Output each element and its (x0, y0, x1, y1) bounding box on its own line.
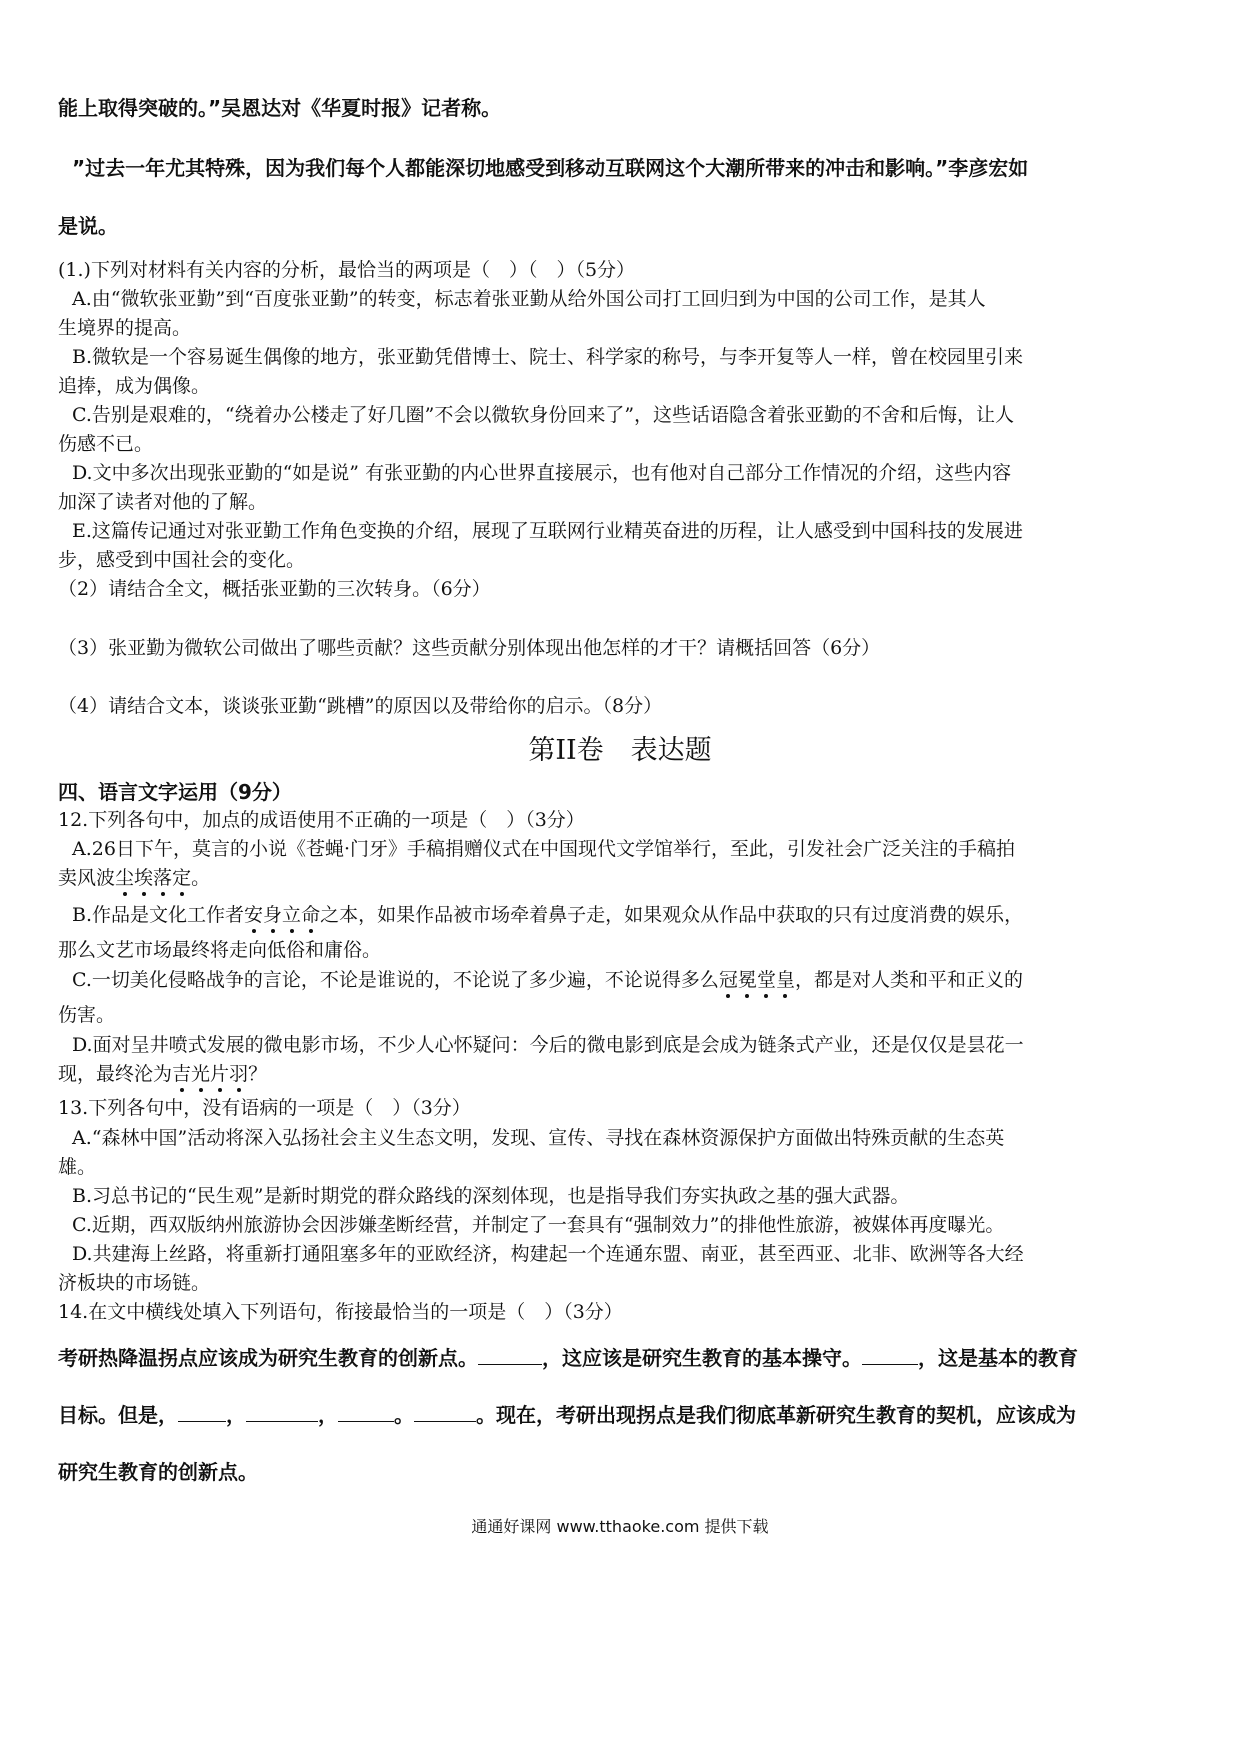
question-14-stem: 14.在文中横线处填入下列语句，衔接最恰当的一项是（ ）（3分） (58, 1301, 623, 1323)
option-c: C.告别是艰难的，“绕着办公楼走了好几圈”不会以微软身份回来了”，这些话语隐含着张亚勤的不舍和后悔，让人 (72, 404, 1015, 426)
q12-c-text-end: ，都是对人类和平和正义的 (794, 969, 1023, 991)
q14-punct: 。 (394, 1403, 414, 1427)
emphasis-dot-char: 堂 (756, 969, 776, 991)
emphasis-dot-char: 定 (172, 867, 192, 889)
q12-a-text-end: 。 (191, 867, 211, 889)
question-1-stem: (1.)下列对材料有关内容的分析，最恰当的两项是（ ）（ ）（5分） (58, 259, 636, 281)
q14-text: ，这是基本的教育 (918, 1346, 1078, 1370)
q14-passage-line-3: 研究生教育的创新点。 (58, 1460, 258, 1484)
emphasis-dot-char: 皇 (775, 969, 795, 991)
q12-b-text: B.作品是文化工作者 (72, 904, 245, 926)
emphasis-dot-char: 冠 (718, 969, 738, 991)
passage-line: 能上取得突破的。”吴恩达对《华夏时报》记者称。 (58, 96, 502, 120)
q14-passage-line-2 (58, 1403, 1182, 1427)
emphasis-dot-char: 羽 (229, 1063, 249, 1085)
emphasis-dot-char: 埃 (134, 867, 154, 889)
option-d-cont: 加深了读者对他的了解。 (58, 491, 268, 513)
q12-option-a-cont (58, 866, 1182, 890)
q14-text: 。现在，考研出现拐点是我们彻底革新研究生教育的契机，应该成为 (476, 1403, 1076, 1427)
emphasis-dot-char: 落 (153, 867, 173, 889)
passage-line: ”过去一年尤其特殊，因为我们每个人都能深切地感受到移动互联网这个大潮所带来的冲击和影响。”李彦宏如 (72, 156, 1029, 180)
q12-b-text-end: 之本，如果作品被市场牵着鼻子走，如果观众从作品中获取的只有过度消费的娱乐， (320, 904, 1024, 926)
q14-text: 考研热降温拐点应该成为研究生教育的创新点。 (58, 1346, 478, 1370)
q12-option-d-cont (58, 1062, 1182, 1086)
q12-option-b-cont: 那么文艺市场最终将走向低俗和庸俗。 (58, 939, 382, 961)
emphasis-dot-char: 尘 (115, 867, 135, 889)
option-e-cont: 步，感受到中国社会的变化。 (58, 549, 306, 571)
fill-blank[interactable] (414, 1403, 476, 1422)
option-a: A.由“微软张亚勤”到“百度张亚勤”的转变，标志着张亚勤从给外国公司打工回归到为中国的公司工作，是其人 (72, 288, 986, 310)
emphasis-dot-char: 片 (210, 1063, 230, 1085)
q12-option-b (72, 903, 1196, 927)
option-e: E.这篇传记通过对张亚勤工作角色变换的介绍，展现了互联网行业精英奋进的历程，让人感受到中国科技的发展进 (72, 520, 1023, 542)
q13-option-d: D.共建海上丝路，将重新打通阻塞多年的亚欧经济，构建起一个连通东盟、南亚，甚至西亚、北非、欧洲等各大经 (72, 1243, 1024, 1265)
emphasis-dot-char: 身 (263, 904, 283, 926)
q14-passage-line-1 (58, 1346, 1182, 1370)
q12-option-c-cont: 伤害。 (58, 1004, 116, 1026)
q12-b-dotted-idiom (244, 904, 320, 926)
fill-blank[interactable] (862, 1346, 918, 1365)
q14-punct: ， (226, 1403, 246, 1427)
footer-source: 通通好课网 www.tthaoke.com 提供下载 (471, 1517, 769, 1536)
q12-d-dotted-idiom (172, 1063, 248, 1085)
question-3: （3）张亚勤为微软公司做出了哪些贡献？这些贡献分别体现出他怎样的才干？请概括回答（6分） (58, 637, 881, 659)
fill-blank[interactable] (478, 1346, 542, 1365)
option-b: B.微软是一个容易诞生偶像的地方，张亚勤凭借博士、院士、科学家的称号，与李开复等人一样，曾在校园里引来 (72, 346, 1024, 368)
q14-text: 目标。但是， (58, 1403, 178, 1427)
q14-punct: ， (318, 1403, 338, 1427)
q12-a-dotted-idiom (115, 867, 191, 889)
option-a-cont: 生境界的提高。 (58, 317, 192, 339)
q12-option-d: D.面对呈井喷式发展的微电影市场，不少人心怀疑问：今后的微电影到底是会成为链条式产业，还是仅仅是昙花一 (72, 1034, 1024, 1056)
question-4: （4）请结合文本，谈谈张亚勤“跳槽”的原因以及带给你的启示。（8分） (58, 695, 663, 717)
fill-blank[interactable] (178, 1403, 226, 1422)
q12-option-a: A.26日下午，莫言的小说《苍蝇·门牙》手稿捐赠仪式在中国现代文学馆举行，至此，引发社会广泛关注的手稿拍 (72, 838, 1015, 860)
fill-blank[interactable] (246, 1403, 318, 1422)
question-2: （2）请结合全文，概括张亚勤的三次转身。（6分） (58, 578, 491, 600)
emphasis-dot-char: 光 (191, 1063, 211, 1085)
emphasis-dot-char: 冕 (737, 969, 757, 991)
q12-option-c (72, 968, 1196, 992)
q12-c-text: C.一切美化侵略战争的言论，不论是谁说的，不论说了多少遍，不论说得多么 (72, 969, 719, 991)
emphasis-dot-char: 立 (282, 904, 302, 926)
q13-option-a: A.“森林中国”活动将深入弘扬社会主义生态文明，发现、宣传、寻找在森林资源保护方面做出特殊贡献的生态英 (72, 1127, 1005, 1149)
q13-option-d-cont: 济板块的市场链。 (58, 1272, 211, 1294)
question-13-stem: 13.下列各句中，没有语病的一项是（ ）（3分） (58, 1097, 471, 1119)
q13-option-b: B.习总书记的“民生观”是新时期党的群众路线的深刻体现，也是指导我们夯实执政之基的强大武器。 (72, 1185, 910, 1207)
option-b-cont: 追捧，成为偶像。 (58, 375, 211, 397)
q14-text: ，这应该是研究生教育的基本操守。 (542, 1346, 862, 1370)
part4-heading: 四、语言文字运用（9分） (58, 780, 292, 804)
option-c-cont: 伤感不已。 (58, 433, 154, 455)
section-title: 第II卷 表达题 (528, 735, 712, 766)
emphasis-dot-char: 命 (301, 904, 321, 926)
passage-line: 是说。 (58, 214, 118, 238)
q12-d-text-end: ？ (248, 1063, 268, 1085)
q13-option-c: C.近期，西双版纳州旅游协会因涉嫌垄断经营，并制定了一套具有“强制效力”的排他性旅游，被媒体再度曝光。 (72, 1214, 1005, 1236)
q12-a-text: 卖风波 (58, 867, 116, 889)
emphasis-dot-char: 安 (244, 904, 264, 926)
q13-option-a-cont: 雄。 (58, 1156, 97, 1178)
option-d: D.文中多次出现张亚勤的“如是说” 有张亚勤的内心世界直接展示，也有他对自己部分工作情况的介绍，这些内容 (72, 462, 1012, 484)
q12-c-dotted-idiom (719, 969, 795, 991)
q12-d-text: 现，最终沦为 (58, 1063, 173, 1085)
fill-blank[interactable] (338, 1403, 394, 1422)
emphasis-dot-char: 吉 (172, 1063, 192, 1085)
question-12-stem: 12.下列各句中，加点的成语使用不正确的一项是（ ）（3分） (58, 809, 585, 831)
